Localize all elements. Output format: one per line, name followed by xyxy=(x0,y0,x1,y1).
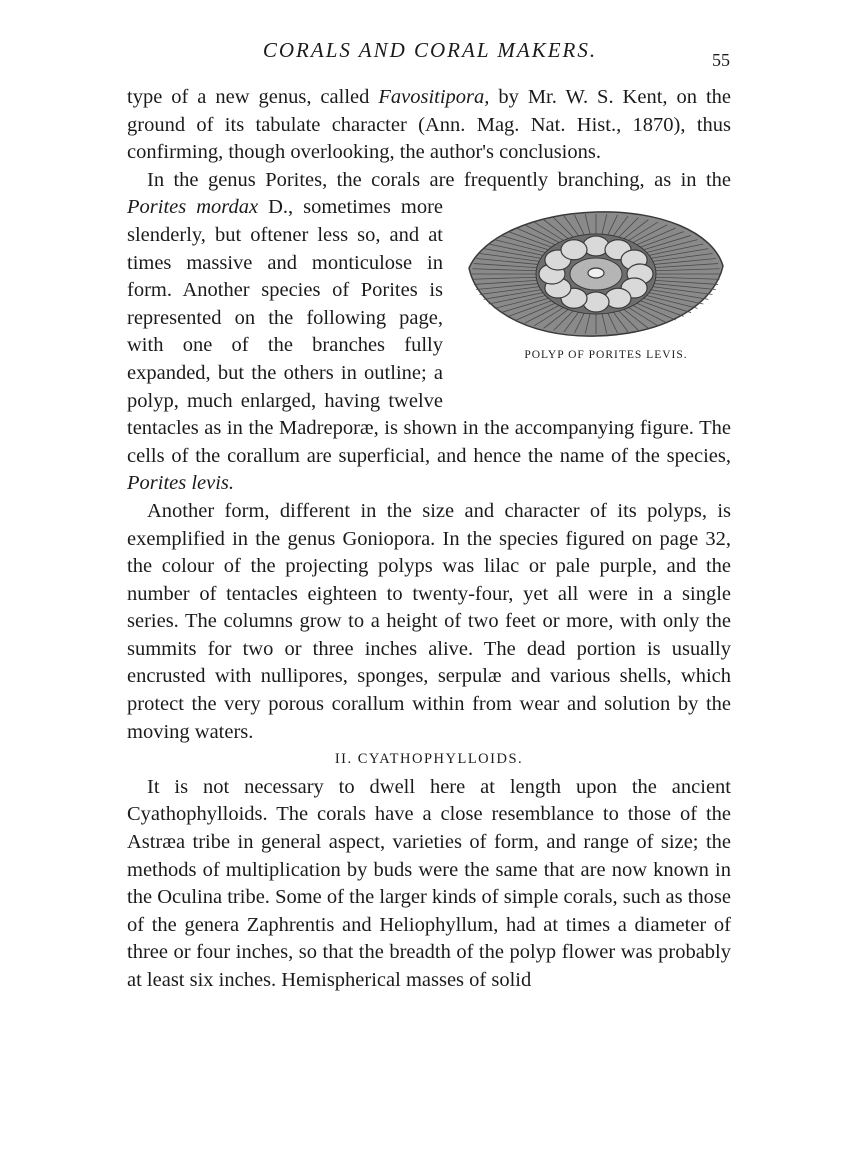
section-heading: II. CYATHOPHYLLOIDS. xyxy=(334,751,524,768)
figure-caption: POLYP OF PORITES LEVIS. xyxy=(524,349,688,362)
species-name-levis: Porites levis. xyxy=(127,472,235,495)
paragraph-1: type of a new genus, called Favositipora, by Mr. W. S. Kent, on the ground of its tabulate character (Ann. Mag. Nat. Hist., 1870), thus confirming, though overlooking, the author's conclusions. xyxy=(127,86,731,164)
tentacle xyxy=(561,240,587,260)
polyp-illustration xyxy=(465,206,727,346)
running-head: CORALS AND CORAL MAKERS. xyxy=(262,38,598,62)
genus-name: Favositipora, xyxy=(378,86,490,108)
page-number: 55 xyxy=(712,50,730,70)
polyp-figure xyxy=(461,198,731,388)
body-text xyxy=(127,84,731,995)
paragraph-3: Another form, different in the size and character of its polyps, is exemplified in the genus Goniopora. In the species figured on page 32, the colour of the projecting polyps was lilac or pale purple, and the number of tentacles eighteen to twenty-four, yet all were in a single series. The columns grow to a height of two feet or more, with only the summits for two or three inches alive. The dead portion is usually encrusted with nullipores, sponges, serpulæ and various shells, which protect the very porous corallum within from wear and solution by the moving waters. xyxy=(127,499,731,743)
mouth xyxy=(588,268,604,278)
paragraph-2: In the genus Porites, the corals are frequently branching, as in the Porites mordax POLYP OF PORITES LEVIS. D., sometimes more slenderly, but oftener less so, and at times massive and monticulose in form. Another species of Porites is represented on the following page, with one of the branches fully expanded, but the others in outline; a polyp, much enlarged, having twelve tentacles as in the Madreporæ, is shown in the accompanying figure. The cells of the corallum are superficial, and hence the name of the species, Porites levis. xyxy=(127,168,731,495)
species-name: Porites mordax xyxy=(127,196,259,219)
paragraph-4: It is not necessary to dwell here at length upon the ancient Cyathophylloids. The corals have a close resemblance to those of the Astræa tribe in general aspect, varieties of form, and range of size; the methods of multiplication by buds were the same that are now known in the Oculina tribe. Some of the larger kinds of simple corals, such as those of the genera Zaphrentis and Heliophyllum, had at times a diameter of three or four inches, so that the breadth of the polyp flower was probably at least six inches. Hemispherical masses of solid xyxy=(127,775,731,991)
